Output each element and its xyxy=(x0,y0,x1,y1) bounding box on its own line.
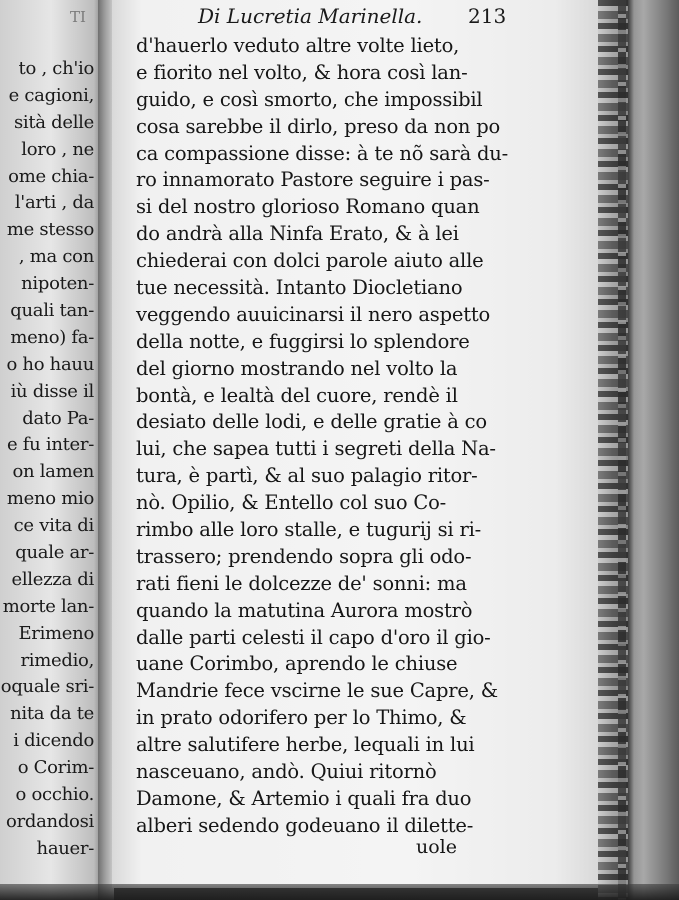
bottom-shadow xyxy=(0,884,679,900)
book-cover xyxy=(628,0,679,900)
text-line: lui, che sapea tutti i segreti della Na- xyxy=(136,437,496,461)
facing-page-line: meno mio xyxy=(6,488,94,510)
text-line: della notte, e fuggirsi lo splendore xyxy=(136,329,470,353)
text-line: bontà, e lealtà del cuore, rendè il xyxy=(136,383,458,407)
text-line: chiederai con dolci parole aiuto alle xyxy=(136,249,484,273)
text-line: si del nostro glorioso Romano quan xyxy=(136,195,480,219)
facing-page-line: on lamen xyxy=(12,461,94,483)
text-line: dalle parti celesti il capo d'oro il gio- xyxy=(136,625,491,649)
facing-page-line: l'arti , da xyxy=(14,192,94,214)
facing-page-line: e cagioni, xyxy=(8,84,94,106)
text-line: desiato delle lodi, e delle gratie à co xyxy=(136,410,487,434)
facing-page-line: sità delle xyxy=(13,111,94,133)
text-line: nasceuano, andò. Quiui ritornò xyxy=(136,760,437,784)
facing-page-line: quale ar- xyxy=(15,542,94,564)
facing-page-text xyxy=(1,56,94,863)
facing-page-line: meno) fa- xyxy=(10,326,94,348)
text-line: cosa sarebbe il dirlo, preso da non po xyxy=(136,114,501,138)
text-line: rati fieni le dolcezze de' sonni: ma xyxy=(136,571,467,595)
page-edge-stripes xyxy=(618,0,626,900)
facing-page-line: hauer- xyxy=(36,837,94,859)
text-line: ro innamorato Pastore seguire i pas- xyxy=(136,168,490,192)
facing-page-line: oquale sri- xyxy=(0,676,94,698)
facing-page-line: iù disse il xyxy=(10,380,94,402)
facing-page-line: morte lan- xyxy=(2,595,94,617)
facing-page-line: ellezza di xyxy=(11,568,94,590)
main-page xyxy=(112,0,604,888)
text-line: guido, e così smorto, che impossibil xyxy=(136,87,483,111)
facing-page-line: i dicendo xyxy=(13,730,94,752)
facing-page-line: ordandosi xyxy=(6,810,94,832)
running-title: Di Lucretia Marinella. xyxy=(198,4,423,28)
facing-page-line: quali tan- xyxy=(10,300,94,322)
facing-page-line: Erimeno xyxy=(18,622,94,644)
facing-page xyxy=(0,0,102,900)
facing-page-line: rimedio, xyxy=(20,649,94,671)
facing-page-line: ce vita di xyxy=(13,515,94,537)
facing-page-line: o ho hauu xyxy=(6,353,94,375)
facing-page-line: nita da te xyxy=(10,703,94,725)
text-line: ca compassione disse: à te nõ sarà du- xyxy=(136,141,509,165)
text-line: tue necessità. Intanto Diocletiano xyxy=(136,276,463,300)
text-line: rimbo alle loro stalle, e tugurij si ri- xyxy=(136,518,481,542)
text-line: d'hauerlo veduto altre volte lieto, xyxy=(136,34,460,57)
text-line: alberi sedendo godeuano il dilette- xyxy=(136,813,474,837)
catchword: uole xyxy=(416,836,457,858)
text-line: nò. Opilio, & Entello col suo Co- xyxy=(136,491,447,515)
text-line: e fiorito nel volto, & hora così lan- xyxy=(136,60,468,84)
facing-page-line: me stesso xyxy=(6,219,94,241)
text-line: quando la matutina Aurora mostrò xyxy=(136,598,473,622)
facing-page-line: ome chia- xyxy=(8,165,94,187)
facing-page-line: e fu inter- xyxy=(7,434,94,456)
facing-page-running-head: TI xyxy=(70,8,86,26)
facing-page-line: dato Pa- xyxy=(22,407,94,429)
text-line: trassero; prendendo sopra gli odo- xyxy=(136,544,472,568)
running-head xyxy=(198,4,578,34)
facing-page-line: nipoten- xyxy=(21,273,94,295)
text-line: veggendo auuicinarsi il nero aspetto xyxy=(136,302,491,326)
text-line: del giorno mostrando nel volto la xyxy=(136,356,458,380)
main-page-text xyxy=(136,33,596,840)
facing-page-line: o occhio. xyxy=(15,784,94,806)
text-line: in prato odorifero per lo Thimo, & xyxy=(136,706,467,730)
text-line: tura, è partì, & al suo palagio ritor- xyxy=(136,464,478,488)
facing-page-line: o Corim- xyxy=(17,757,94,779)
text-line: Damone, & Artemio i quali fra duo xyxy=(136,786,472,810)
facing-page-line: to , ch'io xyxy=(18,58,94,79)
text-line: altre salutifere herbe, lequali in lui xyxy=(136,733,475,757)
page-number: 213 xyxy=(468,4,507,28)
text-line: Mandrie fece vscirne le sue Capre, & xyxy=(136,679,498,703)
cover-shadow xyxy=(628,0,634,900)
text-line: do andrà alla Ninfa Erato, & à lei xyxy=(136,222,459,246)
facing-page-line: , ma con xyxy=(18,246,94,268)
facing-page-line: loro , ne xyxy=(21,138,94,160)
text-line: uane Corimbo, aprendo le chiuse xyxy=(136,652,458,676)
